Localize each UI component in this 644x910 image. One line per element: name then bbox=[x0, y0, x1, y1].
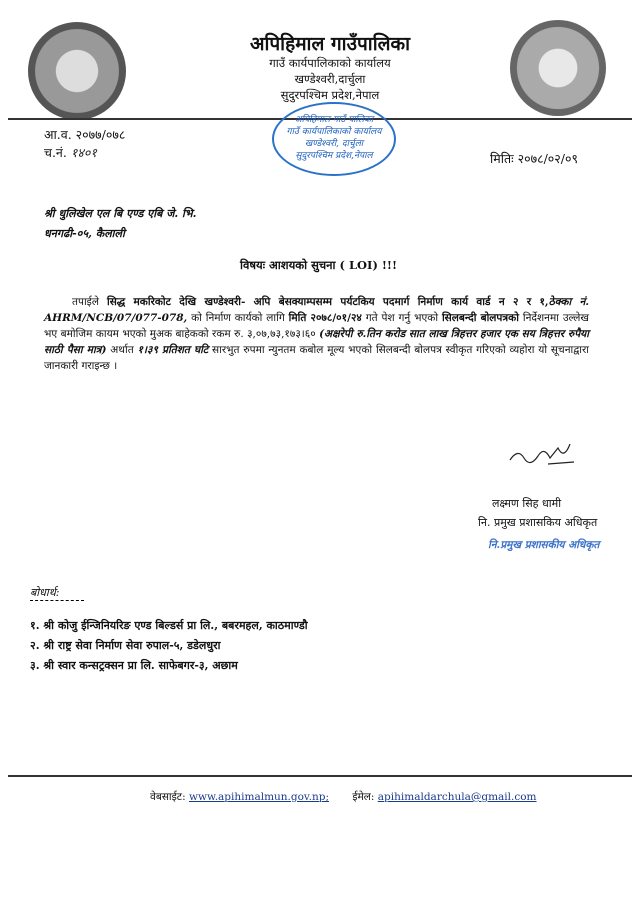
fiscal-year: आ.व. २०७७/०७८ bbox=[44, 127, 126, 142]
signatory-post-stamp: नि.प्रमुख प्रशासकीय अधिकृत bbox=[488, 539, 600, 551]
letter-date: मितिः २०७८/०२/०९ bbox=[490, 151, 579, 166]
office-title: अपिहिमाल गाउँपालिका bbox=[249, 33, 411, 55]
office-subtitle: गाउँ कार्यपालिकाको कार्यालय bbox=[269, 56, 391, 70]
municipality-logo-seal bbox=[510, 20, 606, 116]
letter-body: तपाईले सिद्ध मकरिकोट देखि खण्डेश्वरी- अपि बेसक्याम्पसम्म पर्यटकिय पदमार्ग निर्माण कार्य वार्ड न २ र १,ठेक्का नं. AHRM/NCB/07/077-078, को निर्माण कार्यको लागि मिति २०७८/०१/२४ गते पेश गर्नु भएको सिलबन्दी बोलपत्रको निर्देशनमा उल्लेख भए बमोजिम कायम भएको मुअक बाहेकको रकम रु. ३,०७,७३,१७३।६० (अक्षरेपी रु.तिन करोड सात लाख त्रिहत्तर हजार एक सय त्रिहत्तर रुपैया साठी पैसा मात्र) अर्थात १।३९ प्रतिशत घटि सारभुत रुपमा न्युनतम कबोल मूल्य भएको सिलबन्दी बोलपत्र स्वीकृत गरिएको व्यहोरा यो सूचनाद्वारा जानकारी गराइन्छ । bbox=[44, 296, 590, 372]
recipient-name: श्री धुलिखेल एल बि एण्ड एबि जे. भि. bbox=[44, 207, 197, 220]
letter-number-value: १४०१ bbox=[70, 145, 97, 160]
footer-contact: वेबसाईट: www.apihimalmun.gov.np; ईमेल: apihimaldarchula@gmail.com bbox=[150, 791, 537, 803]
letter-number: च.नं. १४०१ bbox=[44, 145, 97, 160]
signatory-name: लक्ष्मण सिह धामी bbox=[492, 497, 562, 510]
cc-item-2: २. श्री राष्ट्र सेवा निर्माण सेवा रुपाल-५, डडेलधुरा bbox=[30, 639, 221, 652]
office-province: सुदुरपश्चिम प्रदेश,नेपाल bbox=[280, 88, 380, 102]
cc-item-1: १. श्री कोजु ईन्जिनियरिङ एण्ड बिल्डर्स प्रा लि., बबरमहल, काठमाण्डौ bbox=[30, 619, 308, 632]
handwritten-signature bbox=[508, 438, 578, 468]
office-location: खण्डेश्वरी,दार्चुला bbox=[294, 72, 366, 86]
nepal-emblem-seal bbox=[28, 22, 126, 120]
cc-heading: बोधार्थ: bbox=[30, 585, 84, 601]
letter-subject: विषयः आशयको सुचना ( LOI) !!! bbox=[240, 258, 398, 272]
cc-item-3: ३. श्री स्वार कन्सट्रक्सन प्रा लि. साफेबगर-३, अछाम bbox=[30, 659, 238, 672]
email-link[interactable]: apihimaldarchula@gmail.com bbox=[377, 791, 537, 803]
signatory-post: नि. प्रमुख प्रशासकिय अधिकृत bbox=[478, 516, 598, 529]
website-link[interactable]: www.apihimalmun.gov.np; bbox=[188, 791, 329, 803]
footer-divider bbox=[8, 775, 632, 777]
office-stamp: अपिहिमाल गाउँ पालिका गाउँ कार्यपालिकाको कार्यालय खण्डेश्वरी, दार्चुला सुदुरपश्चिम प्रदेश,नेपाल bbox=[272, 102, 396, 176]
recipient-address: धनगढी-०५, कैलाली bbox=[44, 227, 125, 240]
